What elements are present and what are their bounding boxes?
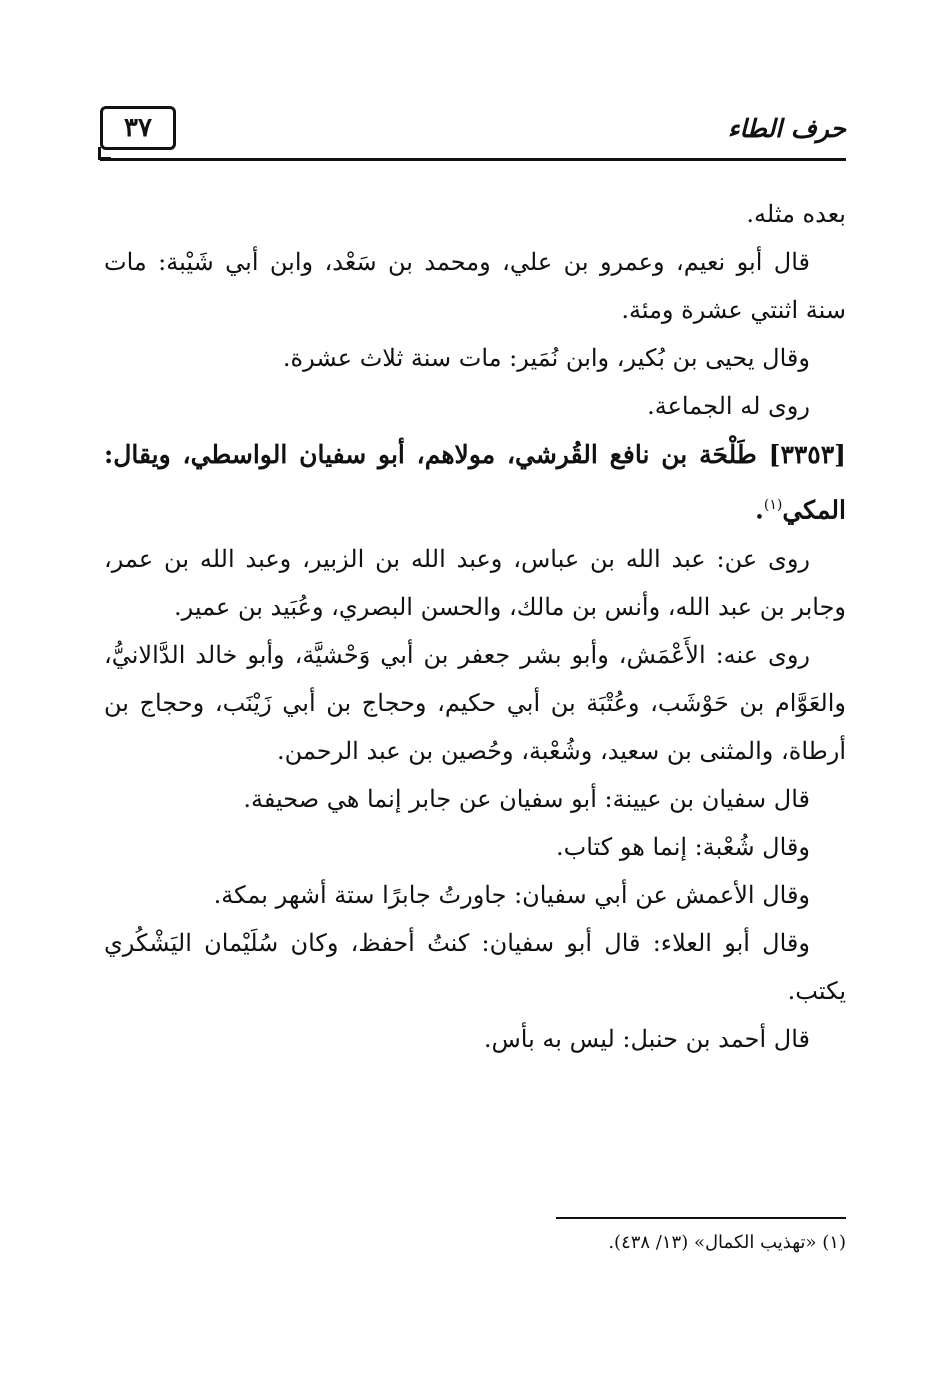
entry-heading [104,430,846,535]
header-rule [100,158,846,161]
paragraph: روى عنه: الأَعْمَش، وأبو بشر جعفر بن أبي وَحْشيَّة، وأبو خالد الدَّالانيُّ، والعَوَّام بن حَوْشَب، وعُتْبَة بن أبي حكيم، وحجاج بن أبي زَيْنَب، وحجاج بن أرطاة، والمثنى بن سعيد، وشُعْبة، وحُصين بن عبد الرحمن. [104,641,846,766]
footnote-marker: (١) [763,497,783,513]
paragraph: قال أبو نعيم، وعمرو بن علي، ومحمد بن سَعْد، وابن أبي شَيْبة: مات سنة اثنتي عشرة ومئة. [104,248,846,324]
paragraph: روى له الجماعة. [647,392,810,420]
entry-heading-end: . [755,495,764,525]
paragraph: وقال يحيى بن بُكير، وابن نُمَير: مات سنة ثلاث عشرة. [282,344,810,372]
paragraph: بعده مثله. [746,200,846,228]
entry-heading-text: [٣٣٥٣] طَلْحَة بن نافع القُرشي، مولاهم، أبو سفيان الواسطي، ويقال: المكي [104,440,846,525]
footnote-rule [556,1217,846,1219]
paragraph: روى عن: عبد الله بن عباس، وعبد الله بن الزبير، وعبد الله بن عمر، وجابر بن عبد الله، وأنس بن مالك، والحسن البصري، وعُبَيد بن عمير. [104,545,846,622]
paragraph: وقال الأعمش عن أبي سفيان: جاورتُ جابرًا ستة أشهر بمكة. [213,881,810,910]
paragraph: قال أحمد بن حنبل: ليس به بأس. [483,1025,810,1054]
main-text [104,190,846,1063]
footnote: (١) «تهذيب الكمال» (١٣/ ٤٣٨). [608,1232,846,1253]
page-header [100,104,846,164]
paragraph: وقال أبو العلاء: قال أبو سفيان: كنتُ أحفظ، وكان سُلَيْمان اليَشْكُري يكتب. [104,929,846,1006]
page-number: ٣٧ [100,106,176,150]
running-head: حرف الطاء [727,114,846,143]
paragraph: وقال شُعْبة: إنما هو كتاب. [555,833,810,862]
paragraph: قال سفيان بن عيينة: أبو سفيان عن جابر إنما هي صحيفة. [243,785,810,814]
